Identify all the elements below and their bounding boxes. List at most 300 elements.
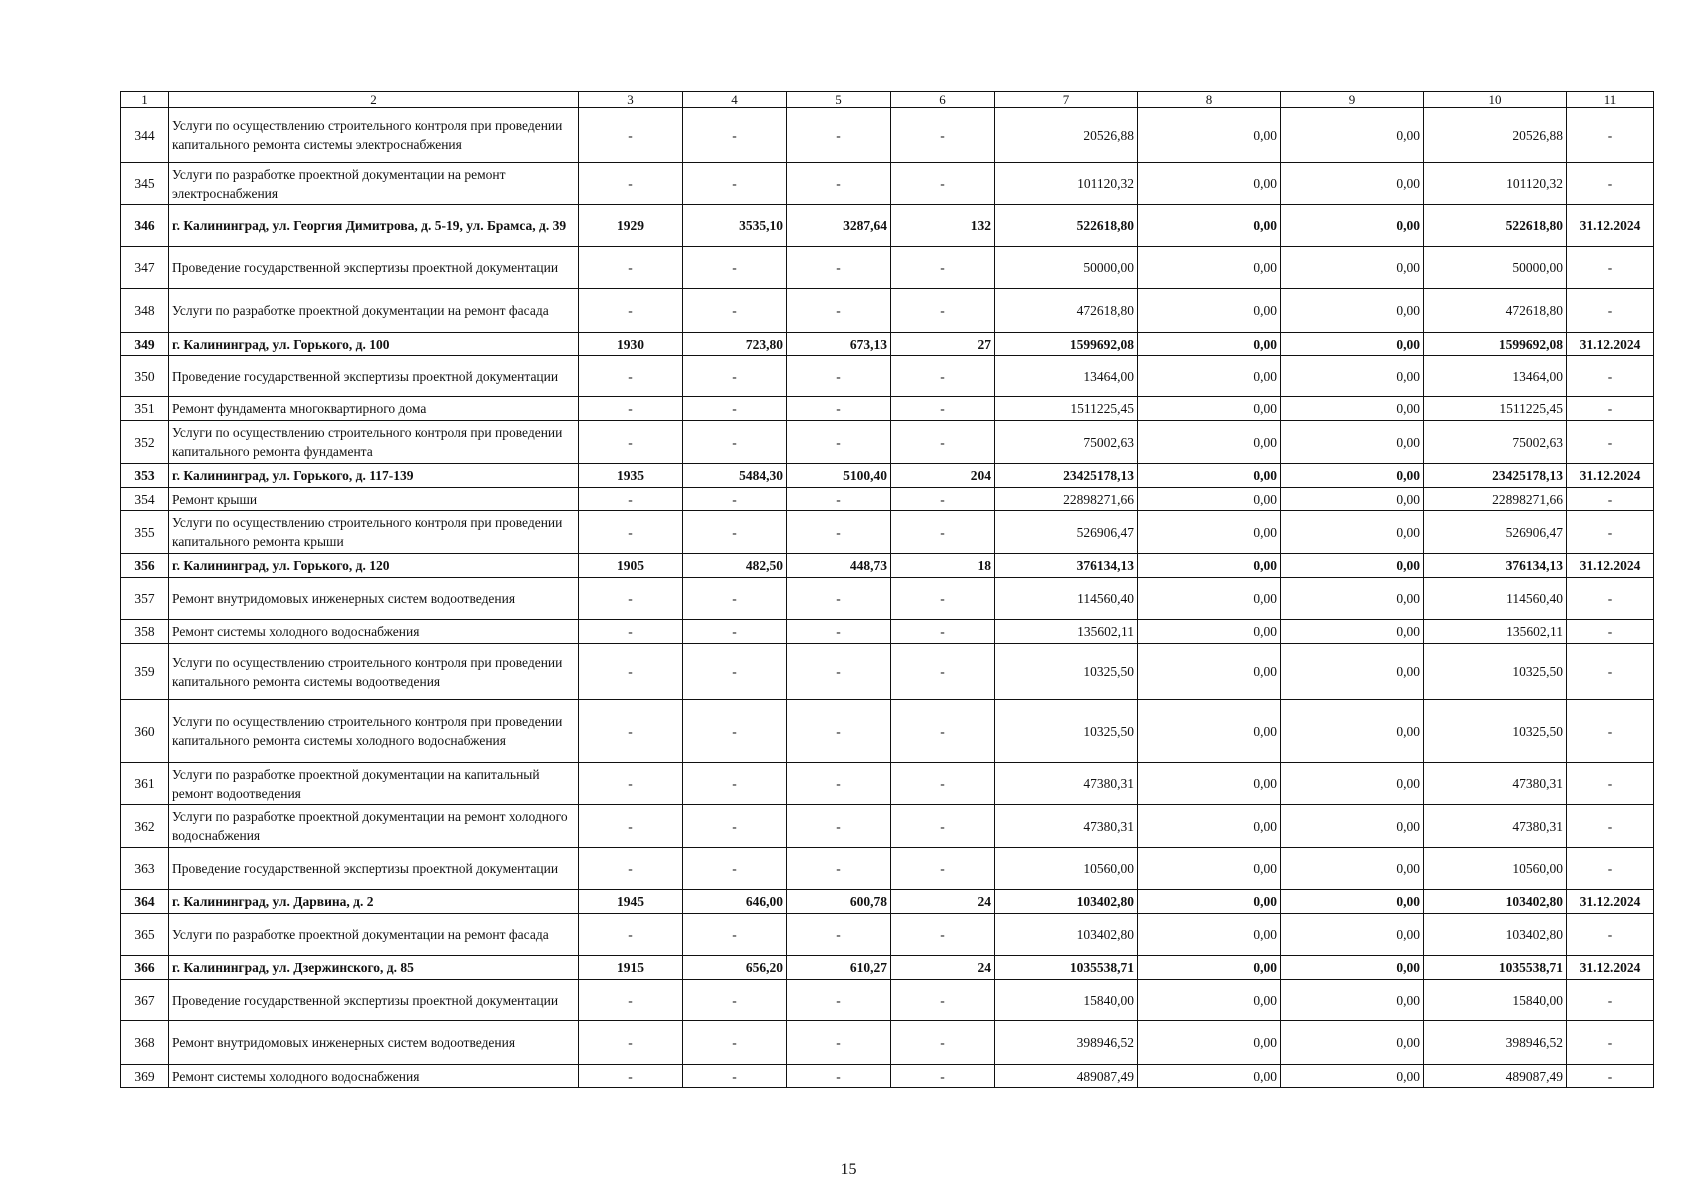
area-living-cell: 3287,64 — [787, 205, 891, 247]
table-row — [121, 488, 1654, 511]
cost-col9-cell: 0,00 — [1281, 247, 1424, 289]
deadline-cell: - — [1567, 108, 1654, 163]
area-living-cell: - — [787, 421, 891, 464]
cost-total-cell: 10325,50 — [995, 644, 1138, 700]
deadline-cell: - — [1567, 1065, 1654, 1088]
cost-col8-cell: 0,00 — [1138, 805, 1281, 848]
area-living-cell: - — [787, 1065, 891, 1088]
year-cell: - — [579, 578, 683, 620]
cost-total-cell: 114560,40 — [995, 578, 1138, 620]
column-header: 1 — [121, 92, 169, 108]
page-number: 15 — [840, 1161, 857, 1178]
residents-cell: - — [891, 805, 995, 848]
description-cell: Услуги по осуществлению строительного контроля при проведении капитального ремонта фундамента — [169, 421, 579, 464]
row-number-cell: 345 — [121, 163, 169, 205]
cost-col10-cell: 489087,49 — [1424, 1065, 1567, 1088]
cost-col8-cell: 0,00 — [1138, 108, 1281, 163]
area-total-cell: - — [683, 397, 787, 421]
row-number-cell: 358 — [121, 620, 169, 644]
cost-col8-cell: 0,00 — [1138, 247, 1281, 289]
area-total-cell: - — [683, 163, 787, 205]
cost-col9-cell: 0,00 — [1281, 289, 1424, 333]
cost-col10-cell: 398946,52 — [1424, 1021, 1567, 1065]
cost-col8-cell: 0,00 — [1138, 763, 1281, 805]
cost-col10-cell: 10560,00 — [1424, 848, 1567, 890]
cost-col8-cell: 0,00 — [1138, 700, 1281, 763]
area-living-cell: - — [787, 289, 891, 333]
area-living-cell: - — [787, 108, 891, 163]
row-number-cell: 354 — [121, 488, 169, 511]
year-cell: - — [579, 1021, 683, 1065]
year-cell: - — [579, 356, 683, 397]
cost-col10-cell: 10325,50 — [1424, 700, 1567, 763]
year-cell: 1929 — [579, 205, 683, 247]
cost-col8-cell: 0,00 — [1138, 356, 1281, 397]
description-cell: Услуги по разработке проектной документации на ремонт электроснабжения — [169, 163, 579, 205]
residents-cell: 204 — [891, 464, 995, 488]
description-cell: Услуги по осуществлению строительного контроля при проведении капитального ремонта крыши — [169, 511, 579, 554]
cost-col9-cell: 0,00 — [1281, 333, 1424, 356]
cost-col9-cell: 0,00 — [1281, 700, 1424, 763]
residents-cell: - — [891, 700, 995, 763]
description-cell: Ремонт системы холодного водоснабжения — [169, 1065, 579, 1088]
year-cell: - — [579, 421, 683, 464]
cost-col8-cell: 0,00 — [1138, 914, 1281, 956]
deadline-cell: 31.12.2024 — [1567, 890, 1654, 914]
residents-cell: - — [891, 1065, 995, 1088]
cost-total-cell: 1599692,08 — [995, 333, 1138, 356]
year-cell: - — [579, 289, 683, 333]
cost-col10-cell: 103402,80 — [1424, 914, 1567, 956]
cost-col9-cell: 0,00 — [1281, 397, 1424, 421]
description-cell: Ремонт внутридомовых инженерных систем водоотведения — [169, 1021, 579, 1065]
table-body — [121, 108, 1654, 1088]
area-living-cell: - — [787, 620, 891, 644]
row-number-cell: 356 — [121, 554, 169, 578]
cost-col8-cell: 0,00 — [1138, 421, 1281, 464]
cost-col9-cell: 0,00 — [1281, 914, 1424, 956]
deadline-cell: - — [1567, 421, 1654, 464]
table-row — [121, 644, 1654, 700]
cost-total-cell: 23425178,13 — [995, 464, 1138, 488]
cost-col8-cell: 0,00 — [1138, 464, 1281, 488]
area-living-cell: - — [787, 805, 891, 848]
residents-cell: - — [891, 511, 995, 554]
table-row — [121, 421, 1654, 464]
cost-col8-cell: 0,00 — [1138, 488, 1281, 511]
area-living-cell: 448,73 — [787, 554, 891, 578]
description-cell: Проведение государственной экспертизы проектной документации — [169, 848, 579, 890]
row-number-cell: 355 — [121, 511, 169, 554]
cost-col9-cell: 0,00 — [1281, 848, 1424, 890]
cost-col10-cell: 114560,40 — [1424, 578, 1567, 620]
cost-total-cell: 489087,49 — [995, 1065, 1138, 1088]
cost-col9-cell: 0,00 — [1281, 488, 1424, 511]
cost-col10-cell: 13464,00 — [1424, 356, 1567, 397]
cost-total-cell: 47380,31 — [995, 763, 1138, 805]
cost-col10-cell: 10325,50 — [1424, 644, 1567, 700]
table-row — [121, 464, 1654, 488]
description-cell: Проведение государственной экспертизы проектной документации — [169, 980, 579, 1021]
area-living-cell: - — [787, 848, 891, 890]
table-row — [121, 554, 1654, 578]
deadline-cell: 31.12.2024 — [1567, 333, 1654, 356]
residents-cell: - — [891, 578, 995, 620]
cost-col10-cell: 103402,80 — [1424, 890, 1567, 914]
area-total-cell: - — [683, 848, 787, 890]
residents-cell: - — [891, 108, 995, 163]
deadline-cell: 31.12.2024 — [1567, 956, 1654, 980]
cost-col10-cell: 15840,00 — [1424, 980, 1567, 1021]
table-row — [121, 956, 1654, 980]
cost-col9-cell: 0,00 — [1281, 464, 1424, 488]
cost-col8-cell: 0,00 — [1138, 578, 1281, 620]
cost-col8-cell: 0,00 — [1138, 848, 1281, 890]
cost-total-cell: 75002,63 — [995, 421, 1138, 464]
cost-col8-cell: 0,00 — [1138, 163, 1281, 205]
row-number-cell: 368 — [121, 1021, 169, 1065]
description-cell: г. Калининград, ул. Горького, д. 117-139 — [169, 464, 579, 488]
cost-col9-cell: 0,00 — [1281, 554, 1424, 578]
area-total-cell: 5484,30 — [683, 464, 787, 488]
cost-total-cell: 103402,80 — [995, 890, 1138, 914]
year-cell: - — [579, 247, 683, 289]
area-total-cell: 723,80 — [683, 333, 787, 356]
area-total-cell: - — [683, 805, 787, 848]
cost-col8-cell: 0,00 — [1138, 205, 1281, 247]
column-header: 2 — [169, 92, 579, 108]
cost-total-cell: 47380,31 — [995, 805, 1138, 848]
column-header: 4 — [683, 92, 787, 108]
deadline-cell: - — [1567, 644, 1654, 700]
cost-col9-cell: 0,00 — [1281, 1065, 1424, 1088]
area-total-cell: - — [683, 644, 787, 700]
description-cell: г. Калининград, ул. Дзержинского, д. 85 — [169, 956, 579, 980]
column-number-row — [121, 92, 1654, 108]
cost-col8-cell: 0,00 — [1138, 644, 1281, 700]
description-cell: г. Калининград, ул. Дарвина, д. 2 — [169, 890, 579, 914]
cost-col9-cell: 0,00 — [1281, 163, 1424, 205]
table-row — [121, 333, 1654, 356]
cost-total-cell: 10325,50 — [995, 700, 1138, 763]
description-cell: г. Калининград, ул. Горького, д. 120 — [169, 554, 579, 578]
deadline-cell: - — [1567, 914, 1654, 956]
row-number-cell: 362 — [121, 805, 169, 848]
area-living-cell: - — [787, 163, 891, 205]
residents-cell: 132 — [891, 205, 995, 247]
deadline-cell: - — [1567, 247, 1654, 289]
year-cell: - — [579, 488, 683, 511]
column-header: 8 — [1138, 92, 1281, 108]
cost-total-cell: 135602,11 — [995, 620, 1138, 644]
year-cell: - — [579, 108, 683, 163]
residents-cell: - — [891, 421, 995, 464]
row-number-cell: 348 — [121, 289, 169, 333]
area-total-cell: 482,50 — [683, 554, 787, 578]
deadline-cell: - — [1567, 488, 1654, 511]
area-total-cell: - — [683, 1065, 787, 1088]
table-row — [121, 1065, 1654, 1088]
table-row — [121, 356, 1654, 397]
residents-cell: - — [891, 247, 995, 289]
cost-col9-cell: 0,00 — [1281, 890, 1424, 914]
table-row — [121, 620, 1654, 644]
row-number-cell: 364 — [121, 890, 169, 914]
deadline-cell: - — [1567, 848, 1654, 890]
cost-total-cell: 50000,00 — [995, 247, 1138, 289]
description-cell: Ремонт внутридомовых инженерных систем водоотведения — [169, 578, 579, 620]
cost-col10-cell: 522618,80 — [1424, 205, 1567, 247]
cost-total-cell: 22898271,66 — [995, 488, 1138, 511]
cost-col8-cell: 0,00 — [1138, 554, 1281, 578]
cost-col8-cell: 0,00 — [1138, 956, 1281, 980]
row-number-cell: 352 — [121, 421, 169, 464]
area-living-cell: - — [787, 980, 891, 1021]
deadline-cell: 31.12.2024 — [1567, 554, 1654, 578]
cost-total-cell: 20526,88 — [995, 108, 1138, 163]
cost-col8-cell: 0,00 — [1138, 620, 1281, 644]
description-cell: Услуги по осуществлению строительного контроля при проведении капитального ремонта системы электроснабжения — [169, 108, 579, 163]
area-total-cell: - — [683, 980, 787, 1021]
area-total-cell: - — [683, 247, 787, 289]
row-number-cell: 349 — [121, 333, 169, 356]
cost-col10-cell: 1035538,71 — [1424, 956, 1567, 980]
table-row — [121, 511, 1654, 554]
deadline-cell: - — [1567, 700, 1654, 763]
year-cell: 1935 — [579, 464, 683, 488]
cost-col9-cell: 0,00 — [1281, 620, 1424, 644]
cost-col9-cell: 0,00 — [1281, 205, 1424, 247]
cost-col10-cell: 472618,80 — [1424, 289, 1567, 333]
description-cell: Услуги по разработке проектной документации на ремонт холодного водоснабжения — [169, 805, 579, 848]
row-number-cell: 347 — [121, 247, 169, 289]
year-cell: - — [579, 163, 683, 205]
deadline-cell: 31.12.2024 — [1567, 205, 1654, 247]
area-total-cell: - — [683, 289, 787, 333]
residents-cell: - — [891, 488, 995, 511]
column-header: 6 — [891, 92, 995, 108]
column-header: 3 — [579, 92, 683, 108]
row-number-cell: 346 — [121, 205, 169, 247]
cost-total-cell: 526906,47 — [995, 511, 1138, 554]
row-number-cell: 363 — [121, 848, 169, 890]
year-cell: - — [579, 620, 683, 644]
year-cell: 1905 — [579, 554, 683, 578]
description-cell: Ремонт крыши — [169, 488, 579, 511]
row-number-cell: 353 — [121, 464, 169, 488]
table-row — [121, 700, 1654, 763]
table-row — [121, 163, 1654, 205]
description-cell: Ремонт системы холодного водоснабжения — [169, 620, 579, 644]
description-cell: г. Калининград, ул. Горького, д. 100 — [169, 333, 579, 356]
area-total-cell: - — [683, 914, 787, 956]
area-total-cell: - — [683, 1021, 787, 1065]
cost-total-cell: 1511225,45 — [995, 397, 1138, 421]
column-header: 11 — [1567, 92, 1654, 108]
deadline-cell: - — [1567, 163, 1654, 205]
column-header: 7 — [995, 92, 1138, 108]
cost-col9-cell: 0,00 — [1281, 1021, 1424, 1065]
year-cell: - — [579, 980, 683, 1021]
cost-total-cell: 522618,80 — [995, 205, 1138, 247]
area-total-cell: - — [683, 620, 787, 644]
cost-col8-cell: 0,00 — [1138, 1065, 1281, 1088]
description-cell: Проведение государственной экспертизы проектной документации — [169, 247, 579, 289]
table-row — [121, 890, 1654, 914]
year-cell: - — [579, 914, 683, 956]
year-cell: - — [579, 700, 683, 763]
area-living-cell: 610,27 — [787, 956, 891, 980]
residents-cell: 27 — [891, 333, 995, 356]
area-total-cell: - — [683, 578, 787, 620]
column-header: 5 — [787, 92, 891, 108]
cost-col9-cell: 0,00 — [1281, 805, 1424, 848]
residents-cell: - — [891, 763, 995, 805]
area-total-cell: - — [683, 700, 787, 763]
residents-cell: - — [891, 1021, 995, 1065]
cost-total-cell: 472618,80 — [995, 289, 1138, 333]
cost-col8-cell: 0,00 — [1138, 1021, 1281, 1065]
area-living-cell: - — [787, 1021, 891, 1065]
year-cell: - — [579, 511, 683, 554]
cost-col8-cell: 0,00 — [1138, 289, 1281, 333]
deadline-cell: - — [1567, 397, 1654, 421]
area-living-cell: - — [787, 914, 891, 956]
cost-col10-cell: 22898271,66 — [1424, 488, 1567, 511]
residents-cell: 24 — [891, 956, 995, 980]
residents-cell: - — [891, 914, 995, 956]
description-cell: Услуги по осуществлению строительного контроля при проведении капитального ремонта системы холодного водоснабжения — [169, 700, 579, 763]
cost-col8-cell: 0,00 — [1138, 397, 1281, 421]
residents-cell: - — [891, 289, 995, 333]
area-living-cell: 673,13 — [787, 333, 891, 356]
area-total-cell: 646,00 — [683, 890, 787, 914]
cost-col10-cell: 50000,00 — [1424, 247, 1567, 289]
table-row — [121, 914, 1654, 956]
cost-col10-cell: 47380,31 — [1424, 805, 1567, 848]
table-row — [121, 247, 1654, 289]
description-cell: Услуги по разработке проектной документации на ремонт фасада — [169, 914, 579, 956]
area-total-cell: 3535,10 — [683, 205, 787, 247]
table-row — [121, 289, 1654, 333]
table-row — [121, 108, 1654, 163]
cost-col9-cell: 0,00 — [1281, 511, 1424, 554]
cost-col10-cell: 75002,63 — [1424, 421, 1567, 464]
cost-col9-cell: 0,00 — [1281, 108, 1424, 163]
deadline-cell: - — [1567, 289, 1654, 333]
year-cell: - — [579, 763, 683, 805]
cost-col10-cell: 376134,13 — [1424, 554, 1567, 578]
cost-col8-cell: 0,00 — [1138, 333, 1281, 356]
cost-total-cell: 398946,52 — [995, 1021, 1138, 1065]
table-row — [121, 805, 1654, 848]
year-cell: - — [579, 644, 683, 700]
cost-total-cell: 103402,80 — [995, 914, 1138, 956]
row-number-cell: 360 — [121, 700, 169, 763]
table-row — [121, 578, 1654, 620]
column-header: 9 — [1281, 92, 1424, 108]
description-cell: Проведение государственной экспертизы проектной документации — [169, 356, 579, 397]
row-number-cell: 367 — [121, 980, 169, 1021]
year-cell: 1945 — [579, 890, 683, 914]
area-living-cell: - — [787, 763, 891, 805]
table-row — [121, 848, 1654, 890]
table-row — [121, 397, 1654, 421]
cost-col10-cell: 1511225,45 — [1424, 397, 1567, 421]
deadline-cell: - — [1567, 805, 1654, 848]
row-number-cell: 365 — [121, 914, 169, 956]
residents-cell: - — [891, 620, 995, 644]
year-cell: - — [579, 1065, 683, 1088]
table-row — [121, 205, 1654, 247]
table-row — [121, 980, 1654, 1021]
capital-repair-table — [120, 91, 1654, 1088]
cost-col8-cell: 0,00 — [1138, 511, 1281, 554]
area-total-cell: - — [683, 511, 787, 554]
area-living-cell: - — [787, 356, 891, 397]
cost-col9-cell: 0,00 — [1281, 980, 1424, 1021]
description-cell: Услуги по разработке проектной документации на ремонт фасада — [169, 289, 579, 333]
description-cell: Услуги по осуществлению строительного контроля при проведении капитального ремонта системы водоотведения — [169, 644, 579, 700]
cost-col10-cell: 1599692,08 — [1424, 333, 1567, 356]
table-row — [121, 763, 1654, 805]
deadline-cell: - — [1567, 620, 1654, 644]
year-cell: 1915 — [579, 956, 683, 980]
area-total-cell: - — [683, 488, 787, 511]
description-cell: Ремонт фундамента многоквартирного дома — [169, 397, 579, 421]
cost-total-cell: 10560,00 — [995, 848, 1138, 890]
year-cell: - — [579, 848, 683, 890]
residents-cell: - — [891, 397, 995, 421]
row-number-cell: 359 — [121, 644, 169, 700]
cost-col10-cell: 135602,11 — [1424, 620, 1567, 644]
deadline-cell: - — [1567, 980, 1654, 1021]
cost-col9-cell: 0,00 — [1281, 421, 1424, 464]
area-total-cell: - — [683, 356, 787, 397]
cost-col10-cell: 23425178,13 — [1424, 464, 1567, 488]
area-living-cell: 5100,40 — [787, 464, 891, 488]
cost-col9-cell: 0,00 — [1281, 578, 1424, 620]
residents-cell: 24 — [891, 890, 995, 914]
cost-total-cell: 13464,00 — [995, 356, 1138, 397]
area-total-cell: - — [683, 763, 787, 805]
row-number-cell: 344 — [121, 108, 169, 163]
cost-col10-cell: 20526,88 — [1424, 108, 1567, 163]
year-cell: - — [579, 397, 683, 421]
area-living-cell: - — [787, 397, 891, 421]
deadline-cell: - — [1567, 763, 1654, 805]
row-number-cell: 366 — [121, 956, 169, 980]
residents-cell: - — [891, 163, 995, 205]
area-living-cell: - — [787, 644, 891, 700]
cost-col9-cell: 0,00 — [1281, 356, 1424, 397]
row-number-cell: 361 — [121, 763, 169, 805]
cost-col8-cell: 0,00 — [1138, 890, 1281, 914]
area-total-cell: - — [683, 108, 787, 163]
residents-cell: 18 — [891, 554, 995, 578]
deadline-cell: - — [1567, 578, 1654, 620]
cost-total-cell: 101120,32 — [995, 163, 1138, 205]
area-living-cell: - — [787, 700, 891, 763]
cost-col10-cell: 47380,31 — [1424, 763, 1567, 805]
area-total-cell: 656,20 — [683, 956, 787, 980]
residents-cell: - — [891, 980, 995, 1021]
residents-cell: - — [891, 848, 995, 890]
row-number-cell: 351 — [121, 397, 169, 421]
area-living-cell: - — [787, 511, 891, 554]
deadline-cell: - — [1567, 1021, 1654, 1065]
year-cell: - — [579, 805, 683, 848]
